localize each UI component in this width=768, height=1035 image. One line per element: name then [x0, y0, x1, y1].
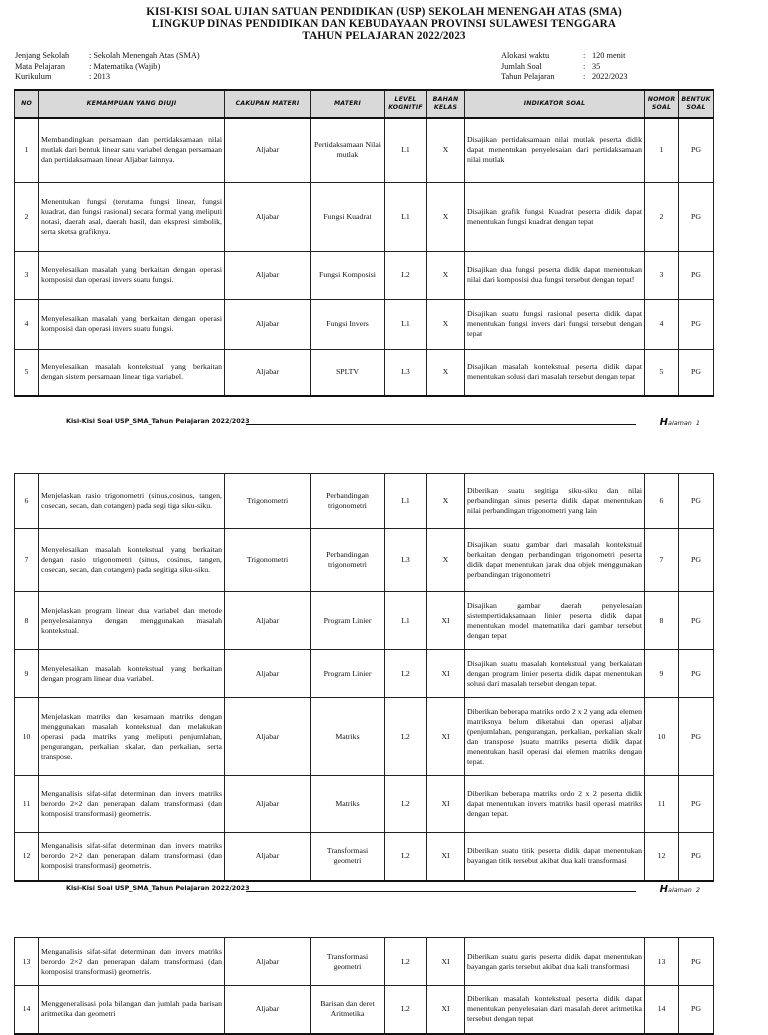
cell-level: L2 — [385, 650, 427, 698]
cell-bentuk: PG — [679, 118, 714, 182]
column-header-level: LEVEL KOGNITIF — [385, 90, 427, 118]
cell-indikator: Disajikan dua fungsi peserta didik dapat menentukan nilai dari komposisi dua fungsi tersebut dengan tepat! — [465, 251, 645, 299]
column-header-bahan: BAHAN KELAS — [427, 90, 465, 118]
cell-indikator: Disajikan suatu fungsi rasional peserta didik dapat menentukan fungsi invers dari fungsi tersebut dengan tepat — [465, 299, 645, 349]
cell-materi: Perbandingan trigonometri — [311, 529, 385, 592]
meta-row: Mata Pelajaran : Matematika (Wajib) — [15, 61, 161, 71]
page-label-initial: H — [659, 417, 669, 428]
meta-info-left — [15, 51, 200, 83]
column-header-bentuk: BENTUK SOAL — [679, 90, 714, 118]
cell-nomor: 13 — [645, 938, 679, 986]
cell-bentuk: PG — [679, 650, 714, 698]
cell-cakupan: Aljabar — [225, 251, 311, 299]
cell-no: 6 — [15, 474, 39, 529]
table-row — [15, 986, 714, 1034]
cell-kemampuan: Menyelesaikan masalah kontekstual yang berkaitan dengan program linear dua variabel. — [39, 650, 225, 698]
cell-materi: Transformasi geometri — [311, 833, 385, 881]
cell-no: 10 — [15, 698, 39, 776]
column-header-no: NO — [15, 90, 39, 118]
cell-materi: Transformasi geometri — [311, 938, 385, 986]
page-number-value: 2 — [695, 886, 700, 894]
page-label-initial: H — [659, 884, 669, 895]
table-row — [15, 299, 714, 349]
cell-kelas: XI — [427, 698, 465, 776]
cell-kemampuan: Menyelesaikan masalah kontekstual yang berkaitan dengan rasio trigonometri (sinus, cosinus, tangen, cosecan, secan, dan cotangen) pada segitiga siku-siku. — [39, 529, 225, 592]
table-row — [15, 349, 714, 396]
cell-kemampuan: Menganalisis sifat-sifat determinan dan invers matriks berordo 2×2 dan penerapan dalam transformasi (dan komposisi transformasi) geometris. — [39, 833, 225, 881]
cell-bentuk: PG — [679, 986, 714, 1034]
table-row — [15, 474, 714, 529]
cell-nomor: 6 — [645, 474, 679, 529]
cell-materi: SPLTV — [311, 349, 385, 396]
cell-level: L1 — [385, 592, 427, 650]
column-header-cakupan: CAKUPAN MATERI — [225, 90, 311, 118]
meta-row: Tahun Pelajaran : 2022/2023 — [501, 72, 628, 81]
cell-kelas: X — [427, 474, 465, 529]
cell-bentuk: PG — [679, 182, 714, 251]
cell-nomor: 1 — [645, 118, 679, 182]
cell-level: L2 — [385, 938, 427, 986]
cell-indikator: Diberikan suatu garis peserta didik dapat menentukan bayangan garis tersebut akibat dua kali transformasi — [465, 938, 645, 986]
cell-cakupan: Aljabar — [225, 650, 311, 698]
cell-indikator: Diberikan beberapa matriks ordo 2 x 2 peserta didik dapat menentukan invers matriks hasil operasi matriks dengan tepat. — [465, 776, 645, 833]
cell-level: L2 — [385, 986, 427, 1034]
cell-nomor: 4 — [645, 299, 679, 349]
cell-level: L1 — [385, 118, 427, 182]
cell-bentuk: PG — [679, 529, 714, 592]
footer-text: Kisi-Kisi Soal USP_SMA_Tahun Pelajaran 2022/2023 — [66, 884, 250, 892]
page-label-word: alaman — [668, 419, 692, 427]
cell-cakupan: Aljabar — [225, 592, 311, 650]
table-row — [15, 182, 714, 251]
cell-indikator: Diberikan suatu segitiga siku-siku dan nilai perbandingan sinus peserta didik dapat menentukan nilai perbandingan trigonometri yang lain — [465, 474, 645, 529]
cell-nomor: 8 — [645, 592, 679, 650]
cell-kelas: X — [427, 251, 465, 299]
column-header-materi: MATERI — [311, 90, 385, 118]
table-row — [15, 592, 714, 650]
cell-level: L1 — [385, 299, 427, 349]
cell-cakupan: Trigonometri — [225, 529, 311, 592]
cell-kemampuan: Menjelaskan rasio trigonometri (sinus,cosinus, tangen, cosecan, secan, dan cotangen) pada segi tiga siku-siku. — [39, 474, 225, 529]
cell-no: 13 — [15, 938, 39, 986]
cell-indikator: Disajikan grafik fungsi Kuadrat peserta didik dapat menentukan fungsi kuadrat dengan tepat — [465, 182, 645, 251]
cell-cakupan: Aljabar — [225, 349, 311, 396]
cell-bentuk: PG — [679, 698, 714, 776]
cell-nomor: 7 — [645, 529, 679, 592]
cell-materi: Matriks — [311, 698, 385, 776]
cell-level: L2 — [385, 776, 427, 833]
cell-cakupan: Aljabar — [225, 698, 311, 776]
cell-nomor: 10 — [645, 698, 679, 776]
cell-bentuk: PG — [679, 251, 714, 299]
cell-cakupan: Aljabar — [225, 776, 311, 833]
cell-materi: Matriks — [311, 776, 385, 833]
page-footer — [66, 416, 706, 428]
cell-cakupan: Aljabar — [225, 986, 311, 1034]
cell-bentuk: PG — [679, 349, 714, 396]
cell-nomor: 12 — [645, 833, 679, 881]
cell-cakupan: Trigonometri — [225, 474, 311, 529]
cell-kelas: XI — [427, 592, 465, 650]
cell-bentuk: PG — [679, 474, 714, 529]
cell-kelas: X — [427, 182, 465, 251]
cell-level: L2 — [385, 251, 427, 299]
cell-kemampuan: Membandingkan persamaan dan pertidaksamaan nilai mutlak dari bentuk linear satu variabel dengan persamaan dan pertidaksamaan linear Aljabar lainnya. — [39, 118, 225, 182]
cell-nomor: 11 — [645, 776, 679, 833]
column-header-kemampuan: KEMAMPUAN YANG DIUJI — [39, 90, 225, 118]
cell-nomor: 2 — [645, 182, 679, 251]
cell-indikator: Disajikan masalah kontekstual peserta didik dapat menentukan solusi dari masalah tersebut dengan tepat — [465, 349, 645, 396]
cell-materi: Fungsi Invers — [311, 299, 385, 349]
cell-materi: Perbandingan trigonometri — [311, 474, 385, 529]
cell-level: L1 — [385, 182, 427, 251]
cell-indikator: Diberikan masalah kontekstual peserta didik dapat menentukan penyelesaian dari masalah deret aritmetika tersebut dengan tepat — [465, 986, 645, 1034]
cell-no: 2 — [15, 182, 39, 251]
cell-bentuk: PG — [679, 592, 714, 650]
cell-kemampuan: Menganalisis sifat-sifat determinan dan invers matriks berordo 2×2 dan penerapan dalam transformasi (dan komposisi transformasi) geometris. — [39, 776, 225, 833]
cell-kelas: X — [427, 529, 465, 592]
cell-indikator: Disajikan pertidaksamaan nilai mutlak peserta didik dapat menentukan penyelesaian dari pertidaksamaan nilai mutlak — [465, 118, 645, 182]
footer-rule — [246, 424, 636, 425]
cell-no: 12 — [15, 833, 39, 881]
table-row — [15, 118, 714, 182]
cell-indikator: Disajikan gambar daerah penyelesaian sistempertidaksamaan linier peserta didik dapat menentukan model matematika dari gambar tersebut dengan tepat — [465, 592, 645, 650]
cell-nomor: 14 — [645, 986, 679, 1034]
cell-materi: Fungsi Kuadrat — [311, 182, 385, 251]
cell-bentuk: PG — [679, 833, 714, 881]
cell-indikator: Disajikan suatu masalah kontekstual yang berkaiatan dengan program linier peserta didik dapat menentukan solusi dari masalah tersebut dengan tepat. — [465, 650, 645, 698]
cell-no: 7 — [15, 529, 39, 592]
footer-rule — [246, 891, 636, 892]
page-number — [660, 417, 700, 428]
column-header-indikator: INDIKATOR SOAL — [465, 90, 645, 118]
cell-nomor: 9 — [645, 650, 679, 698]
cell-indikator: Diberikan beberapa matriks ordo 2 x 2 yang ada elemen matriksnya belum diketahui dan operasi aljabar (penjumlahan, pengurangan, perkalian, perkalian skalr dan transpose )suatu matriks peserta didik dapat menentukan hasil operasi dai elemen matriks dengan tepat. — [465, 698, 645, 776]
cell-cakupan: Aljabar — [225, 299, 311, 349]
cell-kemampuan: Menyelesaikan masalah yang berkaitan dengan operasi komposisi dan operasi invers suatu fungsi. — [39, 251, 225, 299]
cell-kemampuan: Menentukan fungsi (terutama fungsi linear, fungsi kuadrat, dan fungsi rasional) secara formal yang meliputi notasi, daerah asal, daerah hasil, dan ekspresi simbolik, serta sketsa grafiknya. — [39, 182, 225, 251]
cell-kemampuan: Menganalisis sifat-sifat determinan dan invers matriks berordo 2×2 dan penerapan dalam transformasi (dan komposisi transformasi) geometris. — [39, 938, 225, 986]
document-header — [0, 6, 768, 42]
footer-text: Kisi-Kisi Soal USP_SMA_Tahun Pelajaran 2022/2023 — [66, 417, 250, 425]
cell-indikator: Diberikan suatu titik peserta didik dapat menentukan bayangan titik tersebut akibat dua kali transformasi — [465, 833, 645, 881]
cell-materi: Fungsi Komposisi — [311, 251, 385, 299]
table-row — [15, 833, 714, 881]
cell-no: 3 — [15, 251, 39, 299]
cell-nomor: 3 — [645, 251, 679, 299]
table-row — [15, 251, 714, 299]
cell-kelas: XI — [427, 650, 465, 698]
cell-materi: Pertidaksamaan Nilai mutlak — [311, 118, 385, 182]
table-row — [15, 698, 714, 776]
cell-no: 9 — [15, 650, 39, 698]
cell-kemampuan: Menjelaskan program linear dua variabel dan metode penyelesaiannya dengan menggunakan masalah kontekstual. — [39, 592, 225, 650]
table-row — [15, 529, 714, 592]
cell-materi: Barisan dan deret Aritmetika — [311, 986, 385, 1034]
cell-no: 1 — [15, 118, 39, 182]
cell-level: L3 — [385, 529, 427, 592]
cell-cakupan: Aljabar — [225, 118, 311, 182]
cell-materi: Program Linier — [311, 592, 385, 650]
cell-level: L2 — [385, 833, 427, 881]
cell-no: 11 — [15, 776, 39, 833]
page-number — [660, 884, 700, 895]
meta-row: Kurikulum : 2013 — [15, 72, 110, 81]
column-header-nomor: NOMOR SOAL — [645, 90, 679, 118]
table-row — [15, 938, 714, 986]
meta-row: Alokasi waktu : 120 menit — [501, 51, 626, 60]
cell-kemampuan: Menyelesaikan masalah yang berkaitan dengan operasi komposisi dan operasi invers suatu fungsi. — [39, 299, 225, 349]
meta-info-right — [501, 51, 628, 83]
cell-kelas: XI — [427, 776, 465, 833]
cell-level: L2 — [385, 698, 427, 776]
page-footer — [66, 883, 706, 895]
header-title: KISI-KISI SOAL UJIAN SATUAN PENDIDIKAN (USP) SEKOLAH MENENGAH ATAS (SMA) — [146, 6, 622, 18]
cell-kelas: X — [427, 118, 465, 182]
cell-level: L3 — [385, 349, 427, 396]
cell-level: L1 — [385, 474, 427, 529]
cell-kelas: XI — [427, 986, 465, 1034]
header-year: TAHUN PELAJARAN 2022/2023 — [302, 30, 466, 42]
cell-no: 5 — [15, 349, 39, 396]
kisi-table-page-1 — [14, 89, 714, 397]
cell-materi: Program Linier — [311, 650, 385, 698]
cell-bentuk: PG — [679, 776, 714, 833]
page-number-value: 1 — [695, 419, 700, 427]
cell-kemampuan: Menyelesaikan masalah kontekstual yang berkaitan dengan sistem persamaan linear tiga variabel. — [39, 349, 225, 396]
cell-no: 14 — [15, 986, 39, 1034]
cell-kemampuan: Menggeneralisasi pola bilangan dan jumlah pada barisan aritmetika dan geometri — [39, 986, 225, 1034]
cell-no: 8 — [15, 592, 39, 650]
cell-cakupan: Aljabar — [225, 833, 311, 881]
page-label-word: alaman — [668, 886, 692, 894]
cell-kelas: X — [427, 299, 465, 349]
cell-nomor: 5 — [645, 349, 679, 396]
table-header-row — [15, 90, 714, 118]
header-subtitle: LINGKUP DINAS PENDIDIKAN DAN KEBUDAYAAN PROVINSI SULAWESI TENGGARA — [151, 18, 617, 30]
cell-bentuk: PG — [679, 299, 714, 349]
cell-indikator: Disajikan suatu gambar dari masalah kontekstual berkaitan dengan perbandingan trigonometri peserta didik dapat menentukan jarak dua objek menggunakan perbandingan trigonometri — [465, 529, 645, 592]
meta-row: Jumlah Soal : 35 — [501, 61, 601, 71]
kisi-table-page-3 — [14, 937, 714, 1035]
cell-no: 4 — [15, 299, 39, 349]
cell-kelas: XI — [427, 833, 465, 881]
kisi-table-page-2 — [14, 473, 714, 882]
cell-bentuk: PG — [679, 938, 714, 986]
cell-cakupan: Aljabar — [225, 938, 311, 986]
table-row — [15, 776, 714, 833]
cell-kemampuan: Menjelaskan matriks dan kesamaan matriks dengan menggunakan masalah kontekstual dan melakukan operasi pada matriks yang meliputi penjumlahan, pengurangan, perkalian skalar, dan perkalian, serta transpose. — [39, 698, 225, 776]
cell-kelas: X — [427, 349, 465, 396]
cell-cakupan: Aljabar — [225, 182, 311, 251]
table-row — [15, 650, 714, 698]
meta-row: Jenjang Sekolah : Sekolah Menengah Atas (SMA) — [15, 51, 200, 60]
cell-kelas: XI — [427, 938, 465, 986]
